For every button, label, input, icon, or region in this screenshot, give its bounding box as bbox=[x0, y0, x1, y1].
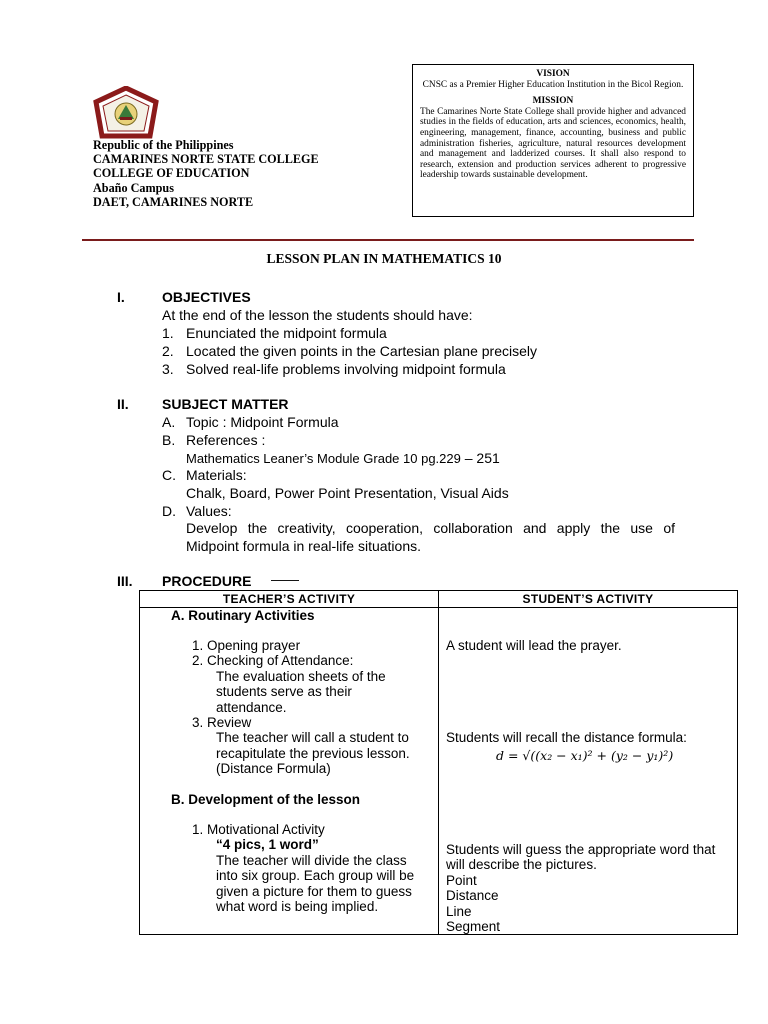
student-response: will describe the pictures. bbox=[446, 857, 597, 872]
student-response: Students will guess the appropriate word that bbox=[446, 842, 716, 857]
teacher-step: 3. Review bbox=[192, 715, 252, 730]
teacher-step-detail: into six group. Each group will be bbox=[216, 868, 415, 883]
objective-number: 1. bbox=[162, 325, 174, 341]
objective-text: Enunciated the midpoint formula bbox=[186, 325, 387, 341]
answer-word: Point bbox=[446, 873, 477, 888]
teacher-column-header: TEACHER’S ACTIVITY bbox=[222, 592, 356, 606]
teacher-step-detail: The teacher will divide the class bbox=[216, 853, 407, 868]
materials-detail: Chalk, Board, Power Point Presentation, Visual Aids bbox=[186, 485, 509, 501]
distance-formula: d = √((x₂ − x₁)² + (y₂ − y₁)²) bbox=[496, 748, 674, 763]
teacher-step-detail: given a picture for them to guess bbox=[216, 884, 412, 899]
teacher-step: 1. Opening prayer bbox=[192, 638, 301, 653]
objective-text: Located the given points in the Cartesian plane precisely bbox=[186, 343, 537, 359]
item-letter: C. bbox=[162, 467, 176, 483]
header-divider bbox=[82, 239, 694, 241]
objective-item bbox=[162, 343, 537, 359]
teacher-step-detail: The evaluation sheets of the bbox=[216, 669, 386, 684]
mission-title: MISSION bbox=[532, 96, 574, 107]
topic-text: Topic : Midpoint Formula bbox=[186, 414, 339, 430]
teacher-step-detail: students serve as their bbox=[216, 684, 352, 699]
teacher-step: 1. Motivational Activity bbox=[192, 822, 325, 837]
objective-item bbox=[162, 325, 387, 341]
values-label: Values: bbox=[186, 503, 232, 519]
institution-line: Abaño Campus bbox=[93, 180, 174, 195]
vision-text: CNSC as a Premier Higher Education Institution in the Bicol Region. bbox=[422, 79, 684, 90]
institution-block bbox=[93, 138, 319, 209]
college-seal-icon bbox=[92, 86, 160, 144]
item-letter: D. bbox=[162, 503, 176, 519]
mission-text: The Camarines Norte State College shall provide higher and advanced studies in the fields of education, arts and sciences, economics, health, engineering, management, finance, accounting, business and public administration fisheries, agriculture, natural resources development and management and ladderized courses. It shall also respond to research, extension and production services adherent to progressive leadership towards sustainable development. bbox=[420, 106, 686, 181]
page-title: LESSON PLAN IN MATHEMATICS 10 bbox=[266, 251, 502, 266]
answer-word: Segment bbox=[446, 919, 501, 934]
institution-line: Republic of the Philippines bbox=[93, 138, 234, 152]
references-line bbox=[162, 432, 265, 448]
references-label: References : bbox=[186, 432, 266, 448]
values-detail-line2: Midpoint formula in real-life situations. bbox=[186, 538, 421, 554]
routinary-activities-label: A. Routinary Activities bbox=[171, 608, 315, 623]
teacher-step: 2. Checking of Attendance: bbox=[192, 653, 354, 668]
answer-word: Distance bbox=[446, 888, 499, 903]
institution-line: CAMARINES NORTE STATE COLLEGE bbox=[93, 152, 319, 167]
procedure-table bbox=[139, 590, 738, 935]
objectives-intro: At the end of the lesson the students should have: bbox=[162, 307, 473, 323]
subject-matter-number: II. bbox=[117, 396, 129, 412]
objective-number: 3. bbox=[162, 361, 174, 377]
procedure-number: III. bbox=[117, 573, 133, 589]
student-response: Students will recall the distance formula: bbox=[446, 730, 687, 745]
teacher-step-detail: what word is being implied. bbox=[216, 899, 379, 914]
development-label: B. Development of the lesson bbox=[171, 792, 361, 807]
column-divider bbox=[438, 591, 439, 934]
teacher-step-detail: recapitulate the previous lesson. bbox=[216, 746, 410, 761]
teacher-step-detail: The teacher will call a student to bbox=[216, 730, 409, 745]
objective-item bbox=[162, 361, 506, 377]
item-letter: A. bbox=[162, 414, 176, 430]
references-detail bbox=[186, 450, 500, 466]
subject-matter-heading: SUBJECT MATTER bbox=[162, 396, 289, 412]
student-column-header: STUDENT’S ACTIVITY bbox=[522, 592, 654, 606]
objective-number: 2. bbox=[162, 343, 174, 359]
teacher-step-detail: attendance. bbox=[216, 700, 287, 715]
student-response: A student will lead the prayer. bbox=[446, 638, 622, 653]
materials-line bbox=[162, 467, 247, 483]
materials-label: Materials: bbox=[186, 467, 247, 483]
values-detail-line1: Develop the creativity, cooperation, collaboration and apply the use of bbox=[186, 520, 675, 536]
topic-line bbox=[162, 414, 339, 430]
teacher-step-detail: (Distance Formula) bbox=[216, 761, 331, 776]
vision-mission-box bbox=[412, 64, 694, 217]
objective-text: Solved real-life problems involving midpoint formula bbox=[186, 361, 506, 377]
procedure-heading: PROCEDURE bbox=[162, 573, 252, 589]
values-line bbox=[162, 503, 232, 519]
vision-title: VISION bbox=[536, 69, 570, 79]
procedure-dash: —— bbox=[271, 571, 299, 587]
objectives-heading: OBJECTIVES bbox=[162, 289, 251, 305]
reference-page-end: – 251 bbox=[460, 450, 500, 466]
answer-word: Line bbox=[446, 904, 472, 919]
activity-title: “4 pics, 1 word” bbox=[216, 837, 319, 852]
institution-line: COLLEGE OF EDUCATION bbox=[93, 166, 250, 181]
reference-source: Mathematics Leaner’s Module Grade 10 pg.229 bbox=[186, 451, 461, 466]
item-letter: B. bbox=[162, 432, 176, 448]
institution-line: DAET, CAMARINES NORTE bbox=[93, 194, 254, 209]
objectives-number: I. bbox=[117, 289, 125, 305]
